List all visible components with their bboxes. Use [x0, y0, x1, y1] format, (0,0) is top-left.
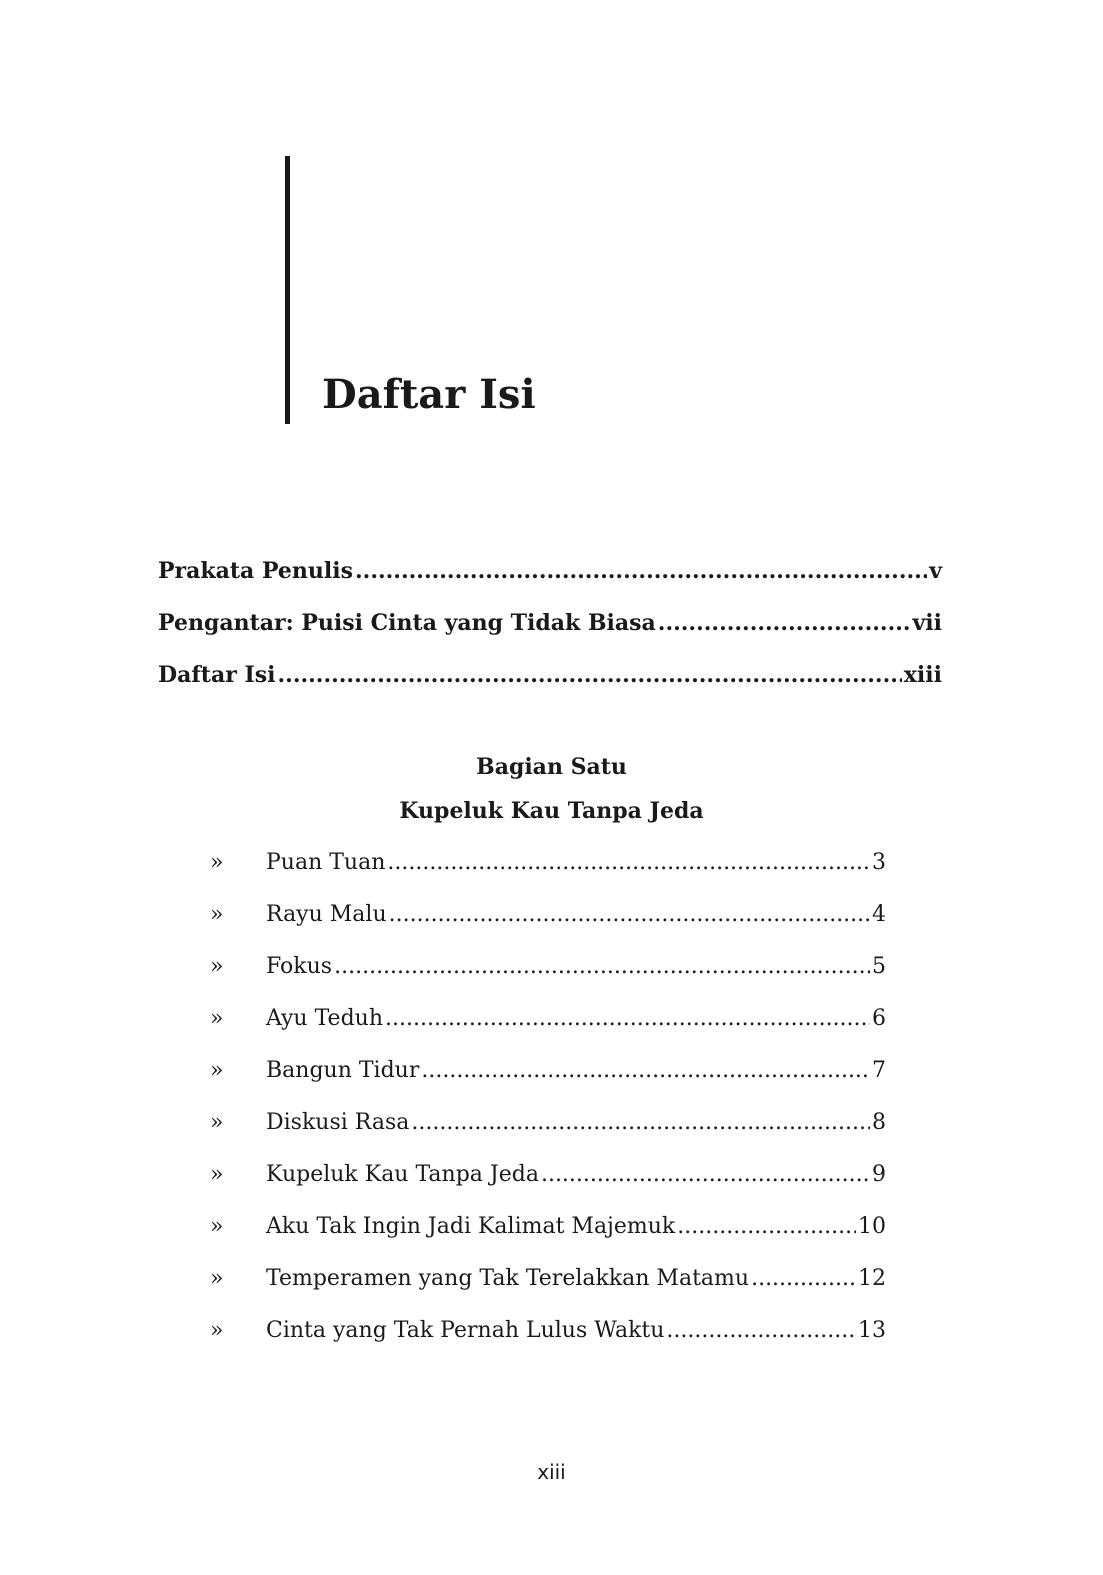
toc-entry-page: 9	[872, 1162, 886, 1187]
title-accent-bar	[285, 156, 290, 424]
dot-leader	[677, 1214, 856, 1239]
toc-poem-entry[interactable]	[210, 1266, 886, 1300]
toc-entry-page: 13	[858, 1318, 886, 1343]
toc-entry-page: 12	[858, 1266, 886, 1291]
bullet-icon: »	[210, 1162, 224, 1187]
toc-entry-label: Temperamen yang Tak Terelakkan Matamu	[266, 1266, 750, 1291]
dot-leader	[411, 1110, 870, 1135]
bullet-icon: »	[210, 850, 224, 875]
toc-entry-label: Aku Tak Ingin Jadi Kalimat Majemuk	[266, 1214, 676, 1239]
toc-entry-label: Pengantar: Puisi Cinta yang Tidak Biasa	[158, 610, 656, 636]
bullet-icon: »	[210, 1318, 224, 1343]
toc-entry-label: Diskusi Rasa	[266, 1110, 410, 1135]
toc-poem-entry[interactable]	[210, 1318, 886, 1352]
toc-entry-pengantar[interactable]	[158, 610, 942, 644]
part-heading: Bagian Satu	[476, 754, 627, 780]
bullet-icon: »	[210, 902, 224, 927]
page-number: xiii	[537, 1460, 566, 1484]
toc-entry-page: 8	[872, 1110, 886, 1135]
dot-leader	[658, 610, 911, 636]
toc-entry-label: Rayu Malu	[266, 902, 387, 927]
part-subtitle: Kupeluk Kau Tanpa Jeda	[399, 798, 704, 824]
bullet-icon: »	[210, 1006, 224, 1031]
dot-leader	[666, 1318, 856, 1343]
toc-entry-label: Daftar Isi	[158, 662, 276, 688]
toc-entry-page: vii	[912, 610, 942, 636]
toc-entry-page: xiii	[903, 662, 942, 688]
dot-leader	[385, 1006, 870, 1031]
dot-leader	[278, 662, 902, 688]
dot-leader	[421, 1058, 870, 1083]
dot-leader	[389, 902, 870, 927]
toc-entry-label: Cinta yang Tak Pernah Lulus Waktu	[266, 1318, 665, 1343]
dot-leader	[334, 954, 870, 979]
toc-entry-page: 10	[858, 1214, 886, 1239]
toc-entry-prakata[interactable]	[158, 558, 942, 592]
bullet-icon: »	[210, 1110, 224, 1135]
toc-entry-label: Kupeluk Kau Tanpa Jeda	[266, 1162, 539, 1187]
toc-poem-entry[interactable]	[210, 1214, 886, 1248]
dot-leader	[355, 558, 927, 584]
toc-entry-label: Ayu Teduh	[266, 1006, 383, 1031]
toc-poem-entry[interactable]	[210, 902, 886, 936]
toc-poem-entry[interactable]	[210, 1110, 886, 1144]
bullet-icon: »	[210, 1214, 224, 1239]
dot-leader	[541, 1162, 870, 1187]
bullet-icon: »	[210, 1266, 224, 1291]
dot-leader	[387, 850, 870, 875]
toc-poem-entry[interactable]	[210, 1162, 886, 1196]
toc-poem-entry[interactable]	[210, 954, 886, 988]
bullet-icon: »	[210, 1058, 224, 1083]
toc-entry-label: Bangun Tidur	[266, 1058, 420, 1083]
toc-entry-label: Fokus	[266, 954, 333, 979]
dot-leader	[751, 1266, 856, 1291]
toc-entry-label: Puan Tuan	[266, 850, 386, 875]
toc-entry-page: 6	[872, 1006, 886, 1031]
page-title: Daftar Isi	[322, 371, 536, 418]
toc-entry-page: 4	[872, 902, 886, 927]
bullet-icon: »	[210, 954, 224, 979]
toc-entry-daftar-isi[interactable]	[158, 662, 942, 696]
toc-entry-label: Prakata Penulis	[158, 558, 354, 584]
toc-poem-entry[interactable]	[210, 850, 886, 884]
toc-entry-page: 3	[872, 850, 886, 875]
toc-poem-entry[interactable]	[210, 1058, 886, 1092]
toc-poem-entry[interactable]	[210, 1006, 886, 1040]
toc-entry-page: 7	[872, 1058, 886, 1083]
toc-entry-page: v	[929, 558, 942, 584]
toc-entry-page: 5	[872, 954, 886, 979]
